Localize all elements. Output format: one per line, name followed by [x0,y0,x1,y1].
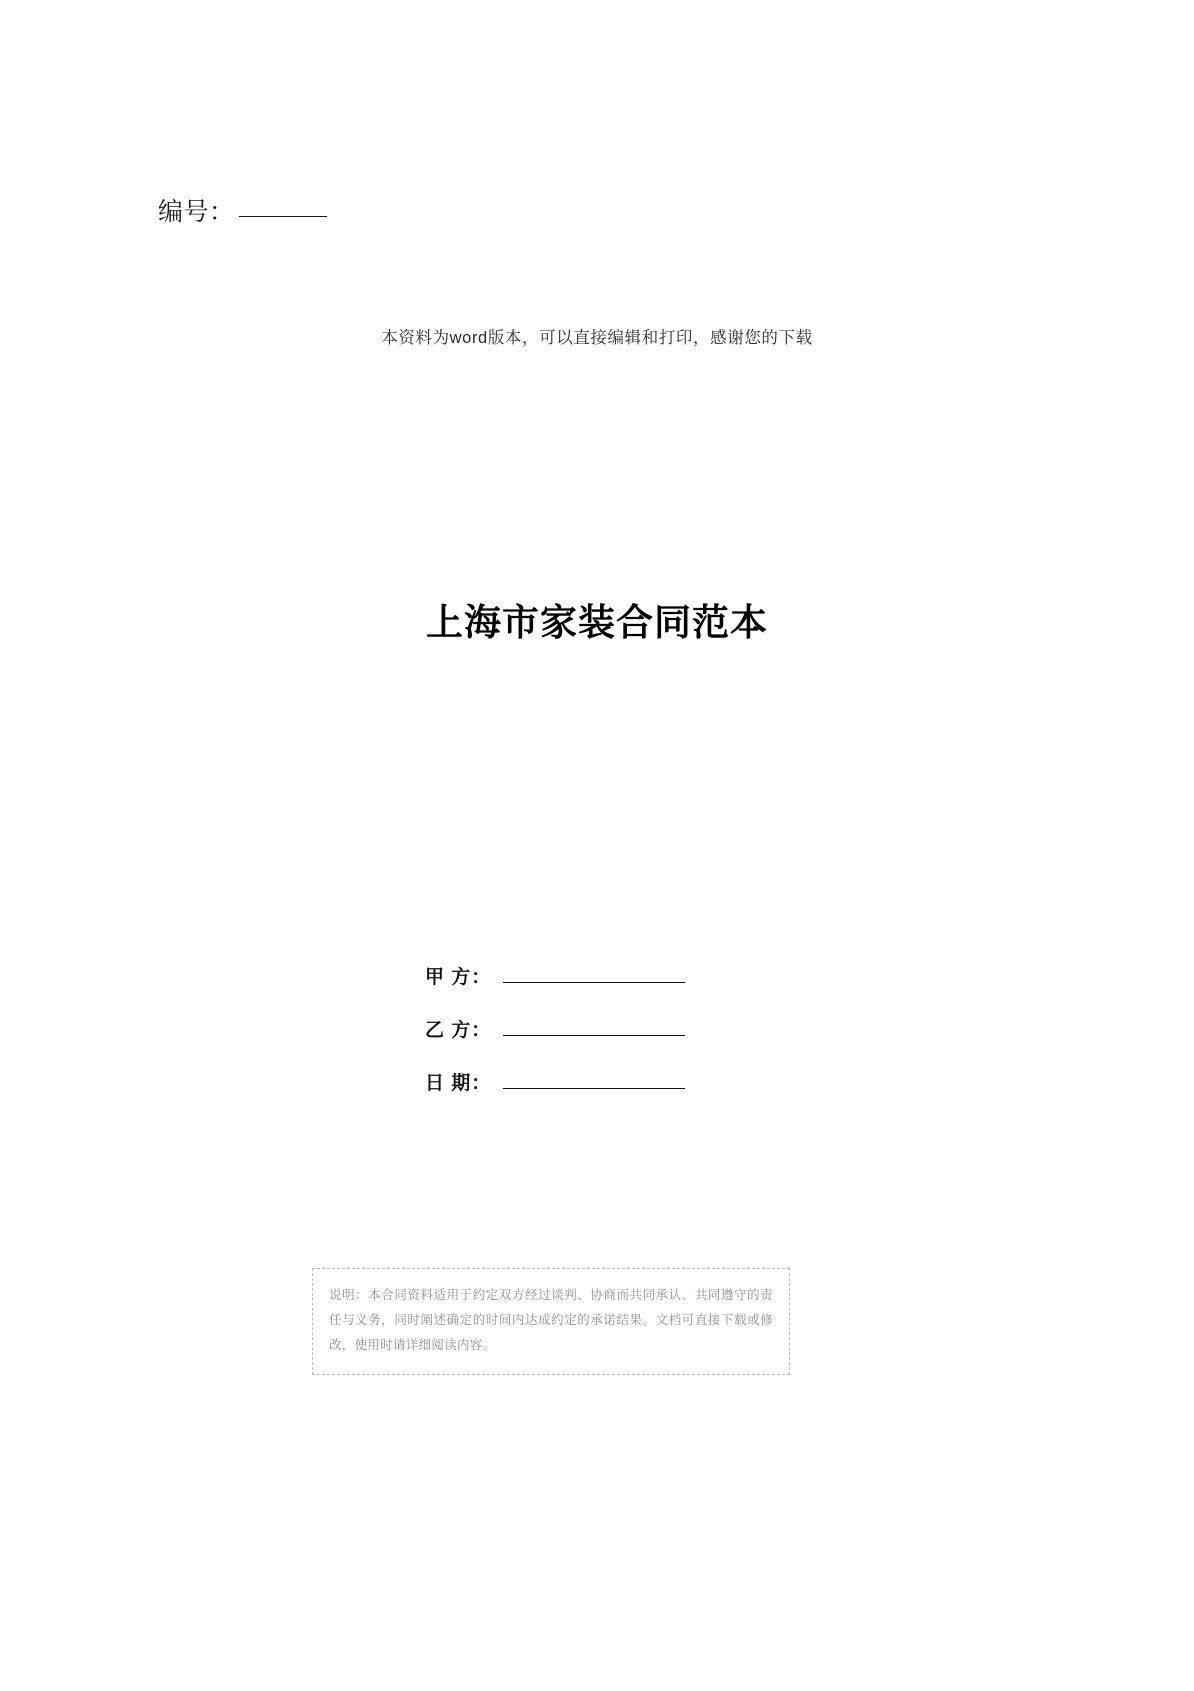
field-label-date: 日 期： [425,1073,492,1094]
field-blank-party-b[interactable] [503,1022,685,1036]
field-row-party-a [425,962,825,989]
field-blank-date[interactable] [503,1075,685,1089]
page-title: 上海市家装合同范本 [426,602,768,643]
field-row-date [425,1068,825,1095]
document-number-label: 编号： [158,199,235,226]
field-row-party-b [425,1015,825,1042]
field-label-party-b: 乙 方： [425,1020,492,1041]
word-version-notice: 本资料为word版本，可以直接编辑和打印，感谢您的下载 [381,329,813,347]
document-number-blank [239,216,327,217]
field-label-party-a: 甲 方： [425,967,492,988]
signature-fields [425,962,825,1121]
note-box: 说明：本合同资料适用于约定双方经过谈判、协商而共同承认、共同遵守的责任与义务，同时阐述确定的时间内达成约定的承诺结果。文档可直接下载或修改，使用时请详细阅读内容。 [312,1268,790,1375]
field-blank-party-a[interactable] [503,969,685,983]
document-number [158,192,327,228]
